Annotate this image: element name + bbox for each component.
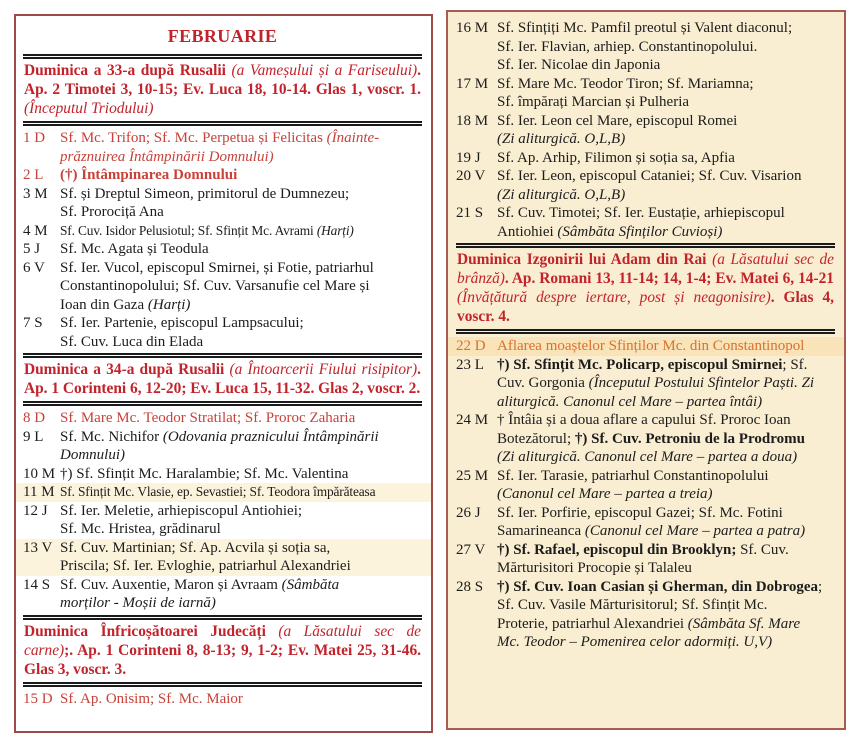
text-segment: (Harți): [316, 222, 354, 238]
text-segment: (Zi aliturgică. O,L,B): [497, 186, 626, 203]
day-saints-text: [497, 337, 835, 356]
text-segment: (a Lăsatului sec de brânză): [457, 251, 834, 287]
february-calendar-left-panel: [14, 14, 433, 733]
text-segment: Sf. Ier. Flavian, arhiep. Constantinopolului.: [497, 38, 758, 55]
text-segment: Sf. Sfințiți Mc. Pamfil preotul și Valent diaconul;: [497, 20, 793, 36]
day-number-label: 15 D: [23, 690, 53, 707]
day-row: [23, 129, 422, 166]
day-row: [456, 578, 835, 652]
day-number-label: 23 L: [456, 356, 484, 373]
day-saints-text: [60, 166, 422, 185]
text-segment: Mc. Teodor – Pomenirea celor adormiți. U,V): [497, 634, 773, 650]
text-segment: Sf. Cuv. Vasile Mărturisitorul; Sf. Sfințit Mc.: [497, 597, 768, 613]
text-segment: Mărturisitori Procopie și Talaleu: [497, 560, 692, 576]
text-segment: (a Întoarcerii Fiului risipitor): [229, 361, 418, 378]
text-segment: (Canonul cel Mare – partea a patra): [584, 523, 806, 539]
text-segment: Sf. Cuv. Isidor Pelusiotul; Sf. Sfințit Mc. Avrami: [60, 222, 317, 238]
day-row: [456, 356, 835, 412]
day-row: [448, 337, 844, 356]
day-number-label: 5 J: [23, 241, 41, 257]
text-segment: †) Sf. Cuv. Petroniu de la Prodromu: [574, 430, 805, 447]
day-number-label: 10 M: [23, 465, 56, 482]
text-segment: (Zi aliturgică. O,L,B): [497, 131, 626, 147]
day-saints-text: [60, 185, 422, 222]
day-saints-text: [60, 259, 422, 315]
text-segment: morților - Moșii de iarnă): [60, 595, 216, 611]
text-segment: . Ap. 1 Corinteni 6, 12-20; Ev. Luca 15, 11-32. Glas 2, voscr. 2.: [24, 361, 422, 397]
day-saints-text: [60, 409, 422, 428]
text-segment: Ioan din Gaza: [60, 296, 148, 313]
day-row: [456, 541, 835, 578]
day-row: [23, 166, 422, 185]
text-segment: (Învățătură despre iertare, post și neagonisire): [457, 289, 771, 306]
text-segment: Duminica a 34-a după Rusalii: [24, 361, 230, 378]
day-number-label: 9 L: [23, 428, 44, 445]
text-segment: (Zi aliturgică. Canonul cel Mare – partea a doua): [497, 449, 798, 465]
day-row: [456, 467, 835, 504]
text-segment: † Întâia și a doua aflare a capului Sf. Proroc Ioan: [497, 412, 791, 428]
february-calendar-right-panel: [446, 10, 846, 730]
text-segment: Duminica a 33-a după Rusalii: [24, 62, 232, 79]
text-segment: Sf. Ier. Nicolae din Japonia: [497, 57, 661, 73]
text-segment: Sf. Ier. Meletie, arhiepiscopul Antiohiei;: [60, 502, 303, 519]
day-row: [23, 690, 422, 709]
day-saints-text: [497, 149, 835, 168]
text-segment: Sf. Mc. Agata și Teodula: [60, 241, 209, 257]
text-segment: (a Lăsatului sec de carne): [24, 622, 421, 659]
text-segment: Sf. împărați Marcian și Pulheria: [497, 94, 690, 110]
day-saints-text: [497, 112, 835, 149]
text-segment: (Începutul Postului Sfintelor Paști. Zi: [588, 375, 815, 391]
text-segment: Aflarea moaștelor Sfinților Mc. din Constantinopol: [497, 338, 805, 354]
text-segment: aliturgică. Canonul cel Mare – partea întâi): [497, 393, 763, 410]
text-segment: †) Sf. Sfințit Mc. Haralambie; Sf. Mc. Valentina: [60, 465, 349, 482]
text-segment: Proterie, patriarhul Alexandriei: [497, 615, 688, 632]
text-segment: Sf. Ier. Leon cel Mare, episcopul Romei: [497, 112, 738, 129]
text-segment: Constantinopolului; Sf. Cuv. Varsanufie cel Mare și: [60, 278, 370, 294]
text-segment: (Sâmbăta Sf. Mare: [687, 615, 801, 632]
day-number-label: 26 J: [456, 504, 481, 521]
month-title: FEBRUARIE: [167, 26, 278, 46]
day-saints-text: [497, 578, 835, 652]
day-saints-text: [60, 314, 422, 351]
day-row: [456, 75, 835, 112]
sunday-header: [23, 615, 422, 687]
text-segment: . Ap. Romani 13, 11-14; 14, 1-4; Ev. Matei 6, 14-21: [504, 270, 834, 287]
text-segment: Sf. Cuv. Timotei; Sf. Ier. Eustație, arhiepiscopul: [497, 205, 785, 221]
day-row: [23, 222, 422, 241]
day-saints-text: [60, 502, 422, 539]
text-segment: Sf. Cuv. Auxentie, Maron și Avraam: [60, 576, 282, 593]
text-segment: (†) Întâmpinarea Domnului: [60, 167, 238, 183]
day-row: [23, 502, 422, 539]
text-segment: (Canonul cel Mare – partea a treia): [497, 486, 713, 502]
day-row: [456, 204, 835, 241]
day-saints-text: [497, 19, 835, 75]
day-number-label: 7 S: [23, 315, 43, 331]
day-saints-text: [60, 240, 422, 259]
text-segment: (Sâmbăta: [281, 576, 340, 593]
day-number-label: 3 M: [23, 185, 48, 202]
text-segment: Sf. Ier. Vucol, episcopul Smirnei, și Fotie, patriarhul: [60, 259, 374, 276]
text-segment: (Odovania praznicului Întâmpinării: [162, 428, 379, 445]
day-row: [23, 465, 422, 484]
day-number-label: 2 L: [23, 167, 44, 183]
day-number-label: 19 J: [456, 149, 481, 166]
text-segment: Sf. Cuv.: [736, 541, 789, 558]
day-number-label: 6 V: [23, 259, 45, 276]
day-saints-text: [60, 222, 422, 241]
text-segment: Sf. Ap. Arhip, Filimon și soția sa, Apfia: [497, 149, 735, 166]
day-saints-text: [497, 167, 835, 204]
day-saints-text: [60, 465, 422, 484]
text-segment: Sf. Mc. Hristea, grădinarul: [60, 521, 221, 537]
text-segment: Botezătorul;: [497, 430, 575, 447]
text-segment: ; Sf.: [782, 356, 808, 373]
day-saints-text: [497, 204, 835, 241]
day-row: [456, 504, 835, 541]
day-row: [456, 19, 835, 75]
day-number-label: 20 V: [456, 168, 486, 184]
text-segment: Sf. Ier. Leon, episcopul Cataniei; Sf. Cuv. Visarion: [497, 168, 802, 184]
left-panel-entries: [23, 54, 422, 708]
day-number-label: 8 D: [23, 410, 46, 426]
day-number-label: 25 M: [456, 467, 489, 484]
text-segment: Sf. Prorociță Ana: [60, 204, 164, 220]
day-number-label: 4 M: [23, 222, 48, 239]
text-segment: Sf. Cuv. Luca din Elada: [60, 333, 204, 350]
day-saints-text: [60, 539, 422, 576]
day-row: [456, 167, 835, 204]
day-number-label: 21 S: [456, 205, 484, 221]
text-segment: Sf. Mc. Trifon; Sf. Mc. Perpetua și Felicitas: [60, 130, 327, 146]
text-segment: ;. Ap. 1 Corinteni 8, 8-13; 9, 1-2; Ev. Matei 25, 31-46. Glas 3, voscr. 3.: [24, 641, 421, 678]
day-row: [456, 411, 835, 467]
day-number-label: 11 M: [23, 484, 55, 500]
day-saints-text: [497, 504, 835, 541]
text-segment: Sf. Cuv. Martinian; Sf. Ap. Acvila și soția sa,: [60, 539, 331, 556]
day-number-label: 13 V: [23, 539, 53, 556]
day-number-label: 24 M: [456, 412, 489, 428]
day-row: [23, 240, 422, 259]
day-saints-text: [497, 467, 835, 504]
text-segment: ;: [818, 578, 823, 595]
day-number-label: 17 M: [456, 75, 489, 92]
day-row: [23, 428, 422, 465]
text-segment: Sf. Ap. Onisim; Sf. Mc. Maior: [60, 690, 243, 707]
text-segment: Sf. Mare Mc. Teodor Stratilat; Sf. Proroc Zaharia: [60, 410, 356, 426]
day-number-label: 14 S: [23, 576, 51, 593]
text-segment: Sf. Mc. Nichifor: [60, 428, 163, 445]
day-row: [456, 149, 835, 168]
day-saints-text: [60, 428, 422, 465]
text-segment: †) Sf. Rafael, episcopul din Brooklyn;: [497, 541, 737, 558]
day-saints-text: [60, 690, 422, 709]
day-number-label: 27 V: [456, 541, 486, 558]
text-segment: Antiohiei: [497, 223, 558, 240]
day-number-label: 12 J: [23, 502, 48, 519]
text-segment: prăznuirea Întâmpinării Domnului): [60, 148, 274, 165]
day-saints-text: [497, 411, 835, 467]
day-row: [23, 576, 422, 613]
text-segment: Duminica Izgonirii lui Adam din Rai: [457, 251, 713, 268]
day-saints-text: [60, 483, 422, 502]
text-segment: (Sâmbăta Sfinților Cuvioși): [557, 223, 723, 240]
day-row: [23, 185, 422, 222]
day-number-label: 18 M: [456, 112, 489, 129]
text-segment: Sf. Sfințit Mc. Vlasie, ep. Sevastiei; Sf. Teodora împărăteasa: [60, 484, 376, 499]
day-number-label: 16 M: [456, 20, 489, 36]
text-segment: Cuv. Gorgonia: [497, 375, 589, 391]
day-row: [23, 409, 422, 428]
day-saints-text: [497, 75, 835, 112]
text-segment: (Începutul Triodului): [24, 100, 154, 117]
day-saints-text: [497, 356, 835, 412]
day-row: [16, 539, 431, 576]
text-segment: Sf. și Dreptul Simeon, primitorul de Dumnezeu;: [60, 185, 350, 202]
day-number-label: 22 D: [456, 338, 486, 354]
text-segment: †) Sf. Sfințit Mc. Policarp, episcopul Smirnei: [497, 356, 783, 373]
day-saints-text: [60, 576, 422, 613]
text-segment: . Ap. 2 Timotei 3, 10-15; Ev. Luca 18, 10-14. Glas 1, voscr. 1.: [24, 62, 421, 98]
day-number-label: 28 S: [456, 578, 484, 595]
day-number-label: 1 D: [23, 130, 46, 146]
text-segment: Sf. Ier. Porfirie, episcopul Gazei; Sf. Mc. Fotini: [497, 504, 783, 521]
sunday-header: [456, 243, 835, 334]
text-segment: Sf. Ier. Tarasie, patriarhul Constantinopolului: [497, 467, 769, 484]
text-segment: (Înainte-: [326, 130, 380, 146]
text-segment: (Harți): [147, 296, 191, 313]
text-segment: †) Sf. Cuv. Ioan Casian și Gherman, din Dobrogea: [497, 578, 819, 595]
text-segment: Samarineanca: [497, 523, 585, 539]
text-segment: Sf. Ier. Partenie, episcopul Lampsacului;: [60, 315, 304, 331]
sunday-header: [23, 353, 422, 406]
day-row: [456, 112, 835, 149]
day-row: [23, 259, 422, 315]
day-row: [16, 483, 431, 502]
day-saints-text: [497, 541, 835, 578]
text-segment: . Glas 4, voscr. 4.: [457, 289, 834, 325]
text-segment: Priscila; Sf. Ier. Evloghie, patriarhul Alexandriei: [60, 558, 351, 574]
text-segment: Duminica Înfricoșătoarei Judecăți: [24, 622, 279, 640]
sunday-header: [23, 54, 422, 126]
day-row: [23, 314, 422, 351]
right-panel-entries: [456, 19, 835, 652]
text-segment: Domnului): [60, 447, 125, 463]
text-segment: Sf. Mare Mc. Teodor Tiron; Sf. Mariamna;: [497, 75, 754, 92]
day-saints-text: [60, 129, 422, 166]
text-segment: (a Vameșului și a Fariseului): [231, 62, 418, 79]
